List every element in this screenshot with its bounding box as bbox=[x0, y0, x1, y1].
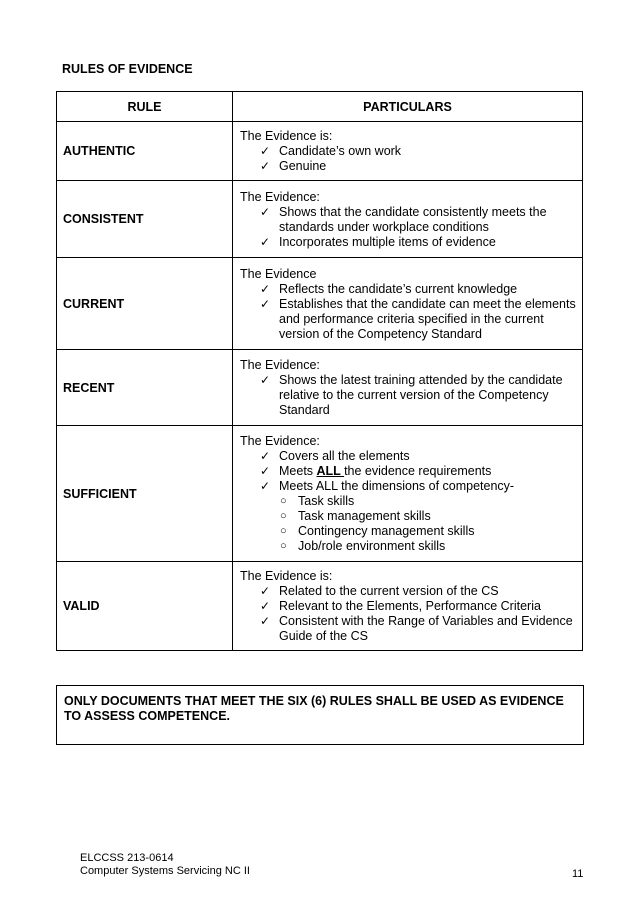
check-list bbox=[240, 449, 576, 554]
table-row bbox=[57, 426, 583, 562]
column-header-particulars: PARTICULARS bbox=[233, 92, 583, 122]
column-header-rule: RULE bbox=[57, 92, 233, 122]
footer-course: Computer Systems Servicing NC II bbox=[80, 865, 250, 877]
check-icon: ✓ bbox=[260, 159, 271, 173]
check-item: ✓ Covers all the elements bbox=[260, 449, 410, 463]
rule-name: RECENT bbox=[57, 350, 233, 426]
table-row bbox=[57, 562, 583, 651]
footer-code: ELCCSS 213-0614 bbox=[80, 852, 174, 864]
check-item: ✓ Relevant to the Elements, Performance Criteria bbox=[260, 599, 541, 613]
particulars-intro: The Evidence: bbox=[240, 358, 320, 372]
sub-item: ○ Contingency management skills bbox=[280, 524, 475, 538]
rule-name: SUFFICIENT bbox=[57, 426, 233, 562]
table-row bbox=[57, 122, 583, 181]
particulars-intro: The Evidence: bbox=[240, 434, 320, 448]
check-icon: ✓ bbox=[260, 449, 271, 463]
particulars-intro: The Evidence is: bbox=[240, 129, 333, 143]
check-list bbox=[240, 373, 576, 418]
check-item: ✓ Meets ALL the dimensions of competency- ○ Task skills ○ Task management skills ○ Contingency management skills ○ Job/role environment skills bbox=[260, 479, 576, 554]
table-row bbox=[57, 258, 583, 350]
rule-name: CONSISTENT bbox=[57, 181, 233, 258]
check-item: ✓ Genuine bbox=[260, 159, 327, 173]
check-icon: ✓ bbox=[260, 614, 271, 628]
particulars-intro: The Evidence is: bbox=[240, 569, 333, 583]
circle-icon: ○ bbox=[280, 525, 287, 537]
particulars-cell bbox=[233, 181, 583, 258]
rules-table bbox=[56, 91, 583, 651]
check-item: ✓ Candidate’s own work bbox=[260, 144, 402, 158]
table-header-row bbox=[57, 92, 583, 122]
check-icon: ✓ bbox=[260, 479, 271, 493]
check-icon: ✓ bbox=[260, 599, 271, 613]
particulars-intro: The Evidence: bbox=[240, 189, 320, 204]
sub-item: ○ Task skills bbox=[280, 494, 355, 508]
particulars-cell bbox=[233, 258, 583, 350]
notice-box: ONLY DOCUMENTS THAT MEET THE SIX (6) RULES SHALL BE USED AS EVIDENCE TO ASSESS COMPETENCE. bbox=[56, 685, 584, 745]
particulars-cell bbox=[233, 122, 583, 181]
table-row bbox=[57, 181, 583, 258]
check-icon: ✓ bbox=[260, 296, 271, 311]
check-icon: ✓ bbox=[260, 281, 271, 296]
sub-item: ○ Job/role environment skills bbox=[280, 539, 446, 553]
check-icon: ✓ bbox=[260, 144, 271, 158]
page-title: RULES OF EVIDENCE bbox=[62, 62, 193, 76]
check-list bbox=[240, 205, 576, 250]
check-icon: ✓ bbox=[260, 204, 271, 219]
check-item: ✓ Establishes that the candidate can meet the elements and performance criteria specified in the current version of the Competency Standard bbox=[260, 296, 576, 341]
check-list bbox=[240, 282, 576, 342]
check-item: ✓ Shows the latest training attended by the candidate relative to the current version of the Competency Standard bbox=[260, 373, 563, 417]
sub-item: ○ Task management skills bbox=[280, 509, 431, 523]
circle-icon: ○ bbox=[280, 510, 287, 522]
check-icon: ✓ bbox=[260, 584, 271, 598]
rule-name: AUTHENTIC bbox=[57, 122, 233, 181]
check-item: ✓ Meets ALL the evidence requirements bbox=[260, 464, 492, 478]
check-icon: ✓ bbox=[260, 234, 271, 249]
check-icon: ✓ bbox=[260, 464, 271, 478]
check-list bbox=[240, 584, 576, 644]
check-item: ✓ Consistent with the Range of Variables and Evidence Guide of the CS bbox=[260, 614, 573, 643]
emphasis-all: ALL bbox=[316, 464, 345, 478]
table-row bbox=[57, 350, 583, 426]
check-item: ✓ Reflects the candidate’s current knowledge bbox=[260, 281, 518, 296]
particulars-cell bbox=[233, 562, 583, 651]
particulars-cell bbox=[233, 350, 583, 426]
check-list bbox=[240, 144, 576, 174]
page-number: 11 bbox=[572, 868, 584, 880]
particulars-cell bbox=[233, 426, 583, 562]
sub-list bbox=[279, 494, 576, 554]
rule-name: VALID bbox=[57, 562, 233, 651]
check-item: ✓ Shows that the candidate consistently meets the standards under workplace conditions bbox=[260, 204, 547, 234]
circle-icon: ○ bbox=[280, 540, 287, 552]
circle-icon: ○ bbox=[280, 495, 287, 507]
rule-name: CURRENT bbox=[57, 258, 233, 350]
footer bbox=[80, 852, 250, 878]
particulars-intro: The Evidence bbox=[240, 266, 317, 281]
check-item: ✓ Incorporates multiple items of evidence bbox=[260, 234, 496, 249]
check-icon: ✓ bbox=[260, 373, 271, 387]
check-item: ✓ Related to the current version of the CS bbox=[260, 584, 499, 598]
